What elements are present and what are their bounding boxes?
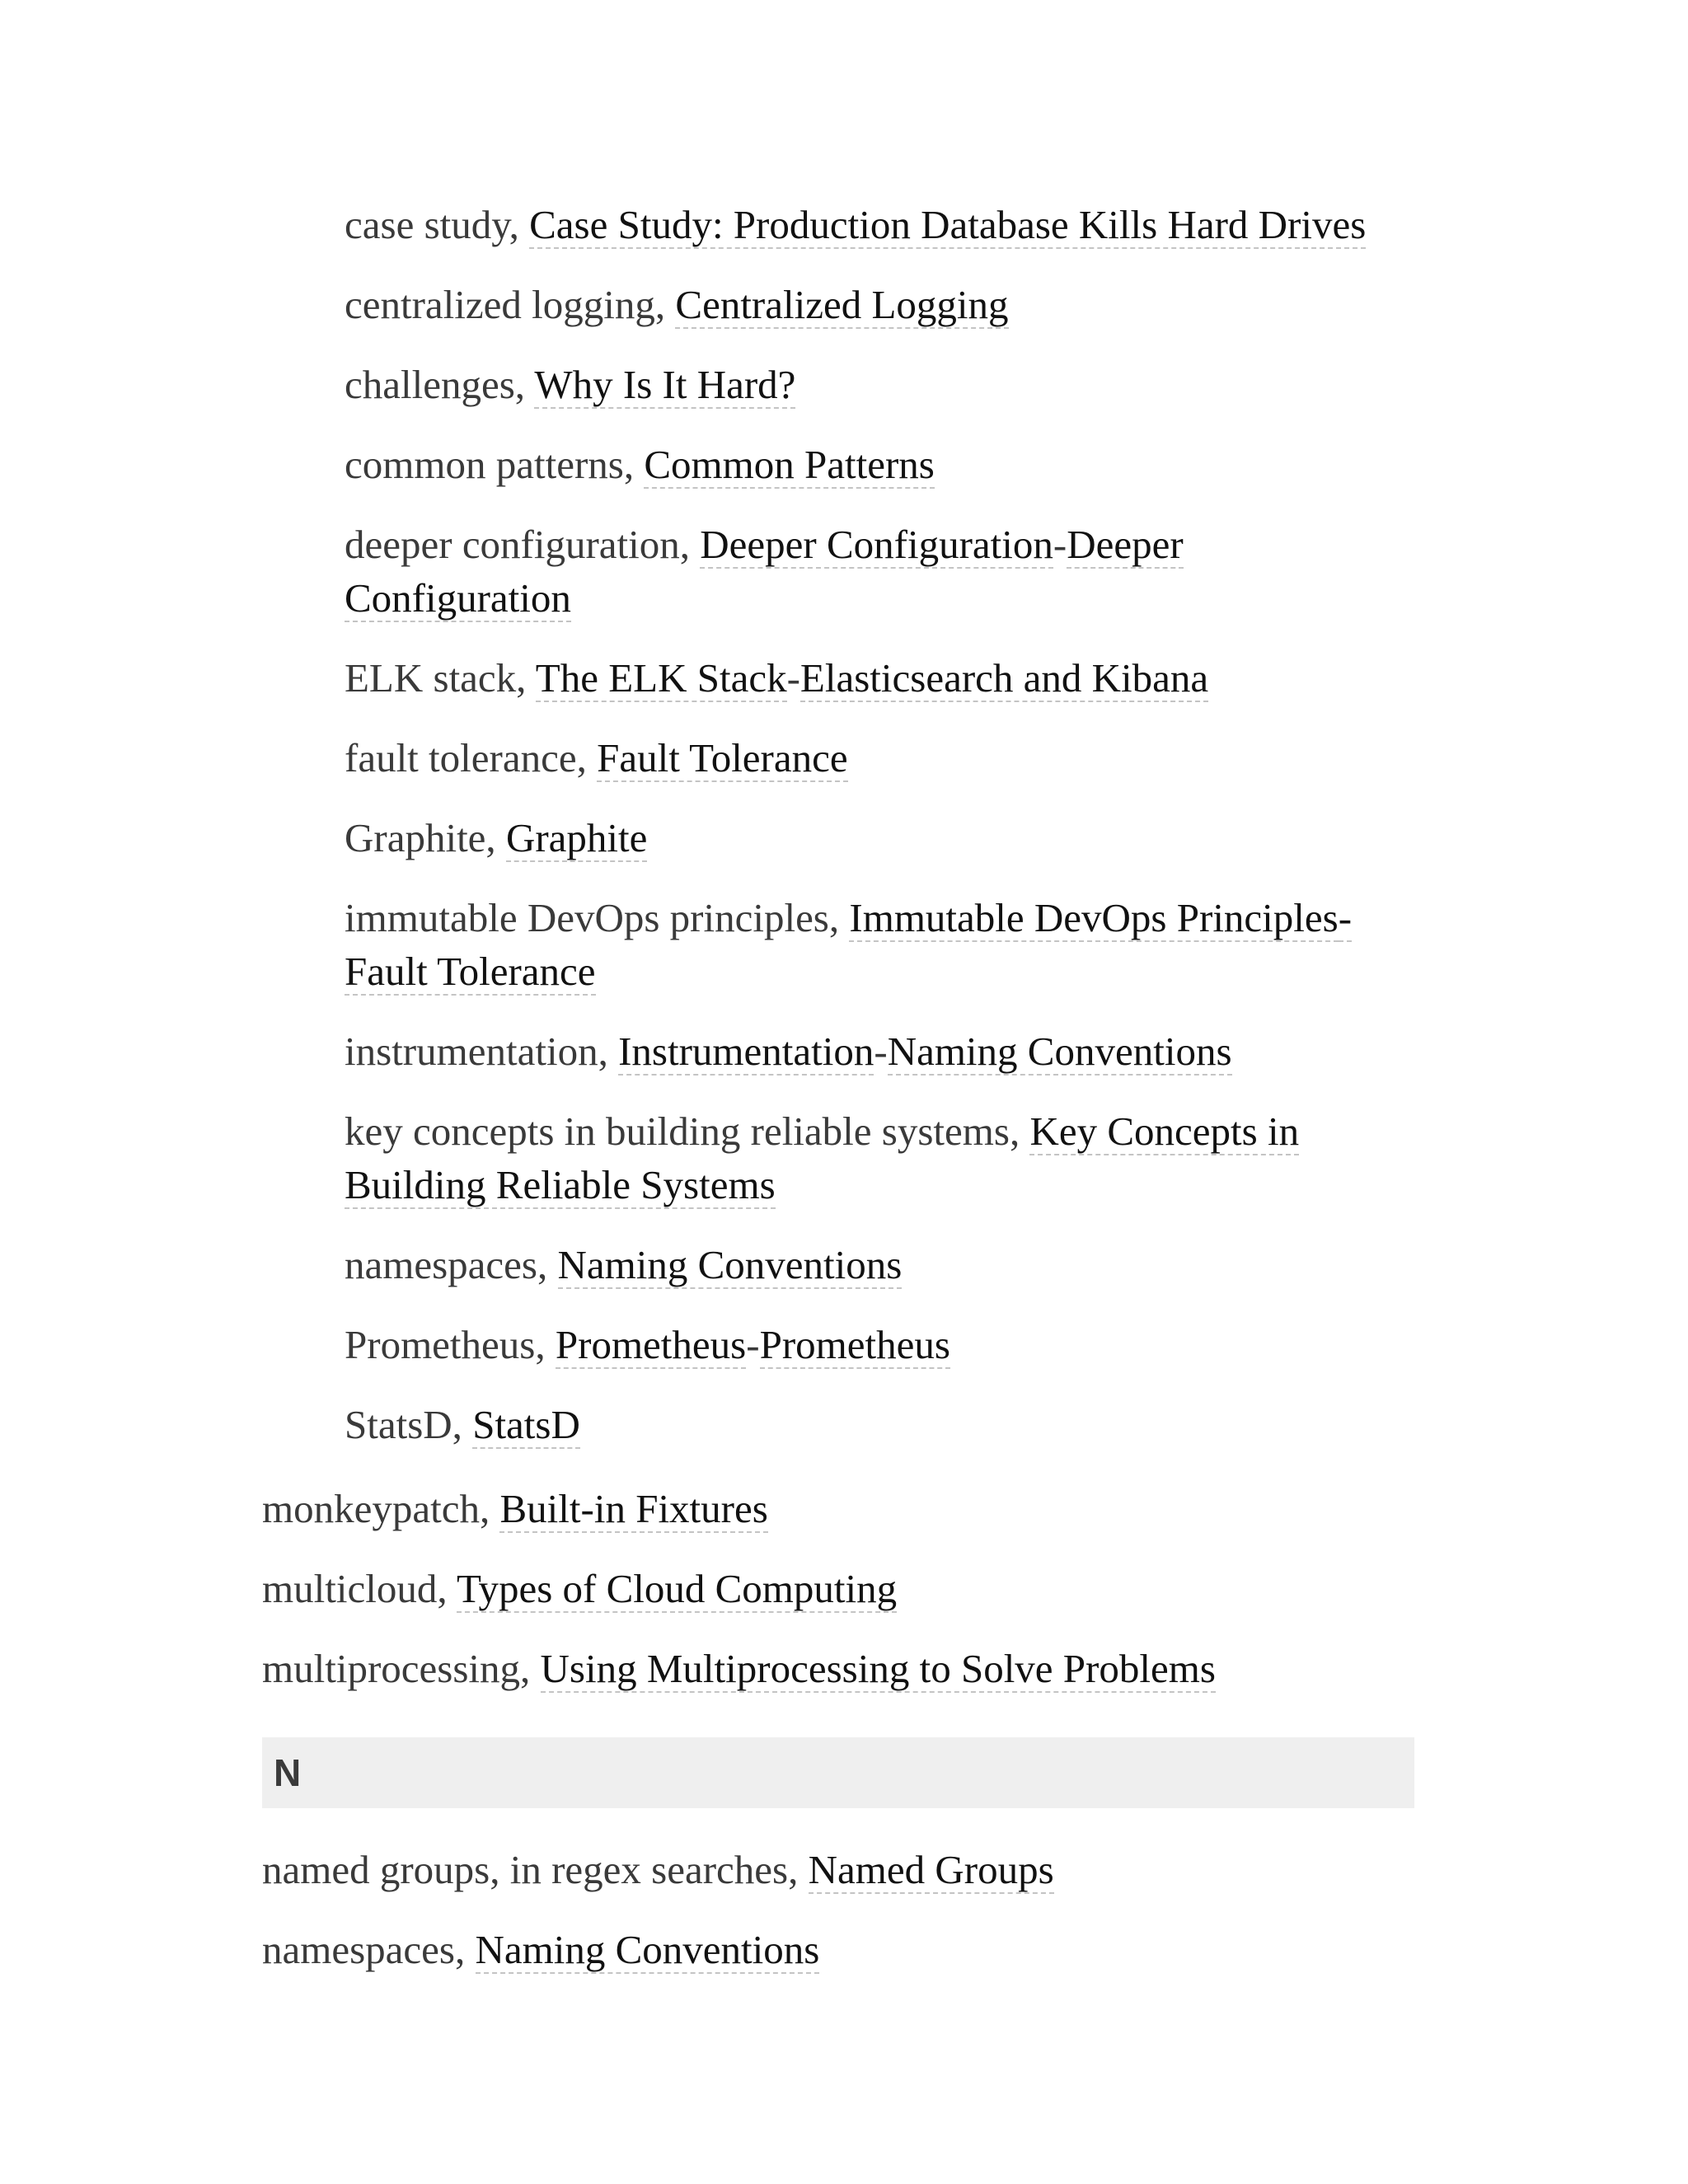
index-entry-elk-stack bbox=[345, 651, 1208, 705]
index-term: Prometheus, bbox=[345, 1322, 556, 1367]
index-entry-multiprocessing bbox=[262, 1642, 1216, 1695]
index-link[interactable]: Fault Tolerance bbox=[597, 735, 848, 780]
index-entry-key-concepts bbox=[345, 1104, 1299, 1158]
index-link[interactable]: Deeper bbox=[1067, 522, 1184, 567]
index-entry-common-patterns bbox=[345, 438, 935, 491]
index-link[interactable]: Common Patterns bbox=[644, 442, 935, 487]
index-link[interactable]: Key Concepts in bbox=[1029, 1108, 1300, 1154]
index-link[interactable]: Case Study: Production Database Kills Hard Drives bbox=[529, 202, 1367, 247]
index-term: multicloud, bbox=[262, 1566, 457, 1611]
index-link[interactable]: Centralized Logging bbox=[675, 282, 1009, 327]
index-link[interactable]: Immutable DevOps Principles bbox=[849, 895, 1339, 940]
index-term: named groups, in regex searches, bbox=[262, 1847, 809, 1892]
index-entry-deeper-configuration bbox=[345, 518, 1184, 571]
link-separator: - bbox=[1338, 895, 1353, 940]
link-separator: - bbox=[1053, 522, 1067, 567]
index-term: monkeypatch, bbox=[262, 1486, 500, 1531]
index-link[interactable]: Naming Conventions bbox=[475, 1927, 820, 1972]
index-link[interactable]: Fault Tolerance bbox=[345, 949, 596, 994]
index-link[interactable]: Building Reliable Systems bbox=[345, 1162, 776, 1207]
index-term: challenges, bbox=[345, 362, 535, 407]
index-link[interactable]: Graphite bbox=[505, 815, 648, 860]
index-term: immutable DevOps principles, bbox=[345, 895, 850, 940]
index-link[interactable]: Instrumentation bbox=[618, 1029, 874, 1074]
index-term: key concepts in building reliable systems, bbox=[345, 1108, 1030, 1154]
index-link[interactable]: Why Is It Hard? bbox=[534, 362, 796, 407]
index-entry-challenges bbox=[345, 358, 795, 411]
index-entry-multicloud bbox=[262, 1562, 897, 1615]
section-header-n bbox=[262, 1737, 1414, 1808]
index-term: fault tolerance, bbox=[345, 735, 598, 780]
index-term: case study, bbox=[345, 202, 530, 247]
index-entry-prometheus bbox=[345, 1318, 950, 1371]
index-link[interactable]: Types of Cloud Computing bbox=[456, 1566, 898, 1611]
index-entry-immutable-devops-principles-continued bbox=[345, 944, 596, 998]
index-link[interactable]: StatsD bbox=[472, 1402, 580, 1447]
index-link[interactable]: Built-in Fixtures bbox=[499, 1486, 768, 1531]
index-entry-graphite bbox=[345, 811, 647, 865]
index-entry-case-study bbox=[345, 198, 1366, 251]
index-link[interactable]: Using Multiprocessing to Solve Problems bbox=[540, 1646, 1216, 1691]
index-entry-namespaces bbox=[262, 1923, 819, 1976]
index-term: deeper configuration, bbox=[345, 522, 701, 567]
index-term: instrumentation, bbox=[345, 1029, 619, 1074]
index-link[interactable]: Naming Conventions bbox=[557, 1242, 903, 1287]
index-link[interactable]: Deeper Configuration bbox=[700, 522, 1053, 567]
index-link[interactable]: Prometheus bbox=[555, 1322, 747, 1367]
index-entry-deeper-configuration-continued bbox=[345, 571, 571, 625]
index-term: centralized logging, bbox=[345, 282, 676, 327]
index-entry-centralized-logging bbox=[345, 278, 1009, 331]
index-link[interactable]: Configuration bbox=[345, 575, 571, 621]
index-link[interactable]: Elasticsearch and Kibana bbox=[799, 655, 1209, 701]
section-letter: N bbox=[274, 1751, 302, 1794]
index-term: namespaces, bbox=[262, 1927, 476, 1972]
link-separator: - bbox=[786, 655, 800, 701]
index-term: multiprocessing, bbox=[262, 1646, 541, 1691]
index-term: StatsD, bbox=[345, 1402, 473, 1447]
index-entry-named-groups bbox=[262, 1843, 1054, 1896]
index-link[interactable]: Naming Conventions bbox=[887, 1029, 1232, 1074]
index-entry-monkeypatch bbox=[262, 1482, 768, 1535]
index-term: ELK stack, bbox=[345, 655, 536, 701]
index-term: common patterns, bbox=[345, 442, 645, 487]
index-entry-immutable-devops-principles bbox=[345, 891, 1352, 944]
index-link[interactable]: Prometheus bbox=[759, 1322, 950, 1367]
link-separator: - bbox=[874, 1029, 888, 1074]
index-term: Graphite, bbox=[345, 815, 506, 860]
index-entry-fault-tolerance bbox=[345, 731, 848, 785]
index-entry-namespaces-sub bbox=[345, 1238, 902, 1291]
index-entry-instrumentation bbox=[345, 1024, 1232, 1078]
index-term: namespaces, bbox=[345, 1242, 558, 1287]
link-separator: - bbox=[746, 1322, 760, 1367]
index-entry-key-concepts-continued bbox=[345, 1158, 776, 1212]
index-link[interactable]: Named Groups bbox=[808, 1847, 1054, 1892]
index-entry-statsd bbox=[345, 1398, 580, 1451]
index-link[interactable]: The ELK Stack bbox=[535, 655, 787, 701]
